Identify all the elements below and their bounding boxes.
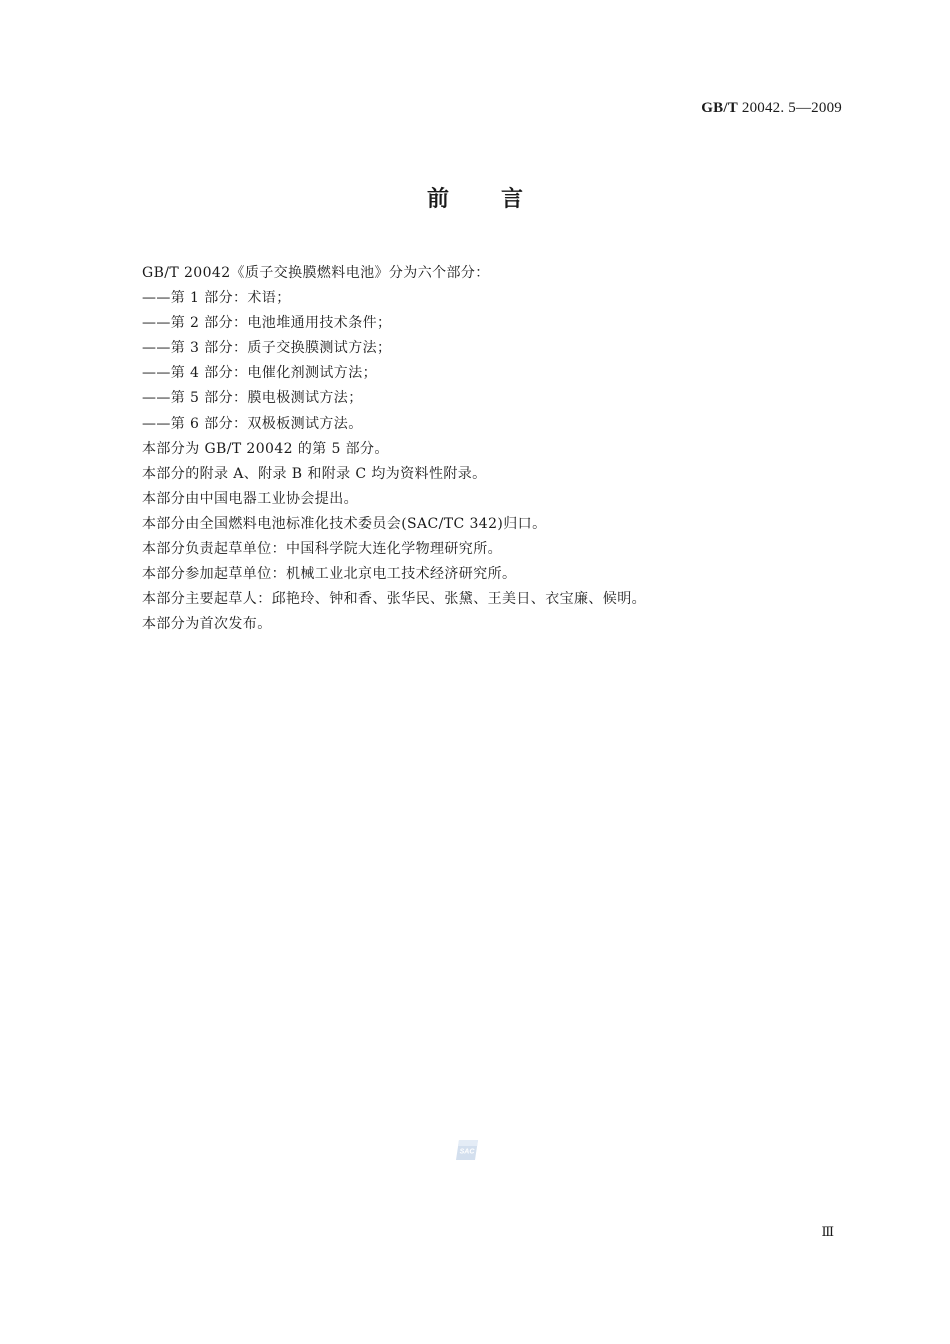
paragraph-intro: GB/T 20042《质子交换膜燃料电池》分为六个部分：: [142, 265, 490, 281]
sac-logo-text: SAC: [459, 1148, 475, 1156]
standard-code-number: 20042. 5—2009: [737, 100, 842, 116]
list-item-part-1: ——第 1 部分：术语；: [142, 290, 291, 307]
list-item-part-5: ——第 5 部分：膜电极测试方法；: [142, 390, 363, 407]
list-item-part-4: ——第 4 部分：电催化剂测试方法；: [142, 365, 378, 382]
paragraph-first-release: 本部分为首次发布。: [142, 616, 272, 633]
paragraph-proposer: 本部分由中国电器工业协会提出。: [142, 490, 358, 507]
paragraph-part-statement: 本部分为 GB/T 20042 的第 5 部分。: [142, 440, 389, 457]
paragraph-appendix-note: 本部分的附录 A、附录 B 和附录 C 均为资料性附录。: [142, 465, 487, 482]
list-item-part-6: ——第 6 部分：双极板测试方法。: [142, 415, 363, 432]
list-item-part-3: ——第 3 部分：质子交换膜测试方法；: [142, 340, 392, 357]
paragraph-lead-drafter: 本部分负责起草单位：中国科学院大连化学物理研究所。: [142, 541, 502, 558]
page-number: Ⅲ: [821, 1224, 834, 1239]
sac-logo-graphic: [454, 1138, 480, 1162]
paragraph-committee: 本部分由全国燃料电池标准化技术委员会(SAC/TC 342)归口。: [142, 515, 547, 532]
paragraph-participating-drafter: 本部分参加起草单位：机械工业北京电工技术经济研究所。: [142, 566, 517, 583]
paragraph-drafters: 本部分主要起草人：邱艳玲、钟和香、张华民、张黛、王美日、衣宝廉、候明。: [142, 591, 646, 608]
sac-logo: [454, 1138, 480, 1162]
page-title: 前言: [426, 187, 575, 212]
foreword-body: [142, 261, 842, 637]
standard-code: [701, 100, 842, 117]
standard-code-prefix: GB/T: [701, 100, 738, 116]
list-item-part-2: ——第 2 部分：电池堆通用技术条件；: [142, 315, 392, 332]
